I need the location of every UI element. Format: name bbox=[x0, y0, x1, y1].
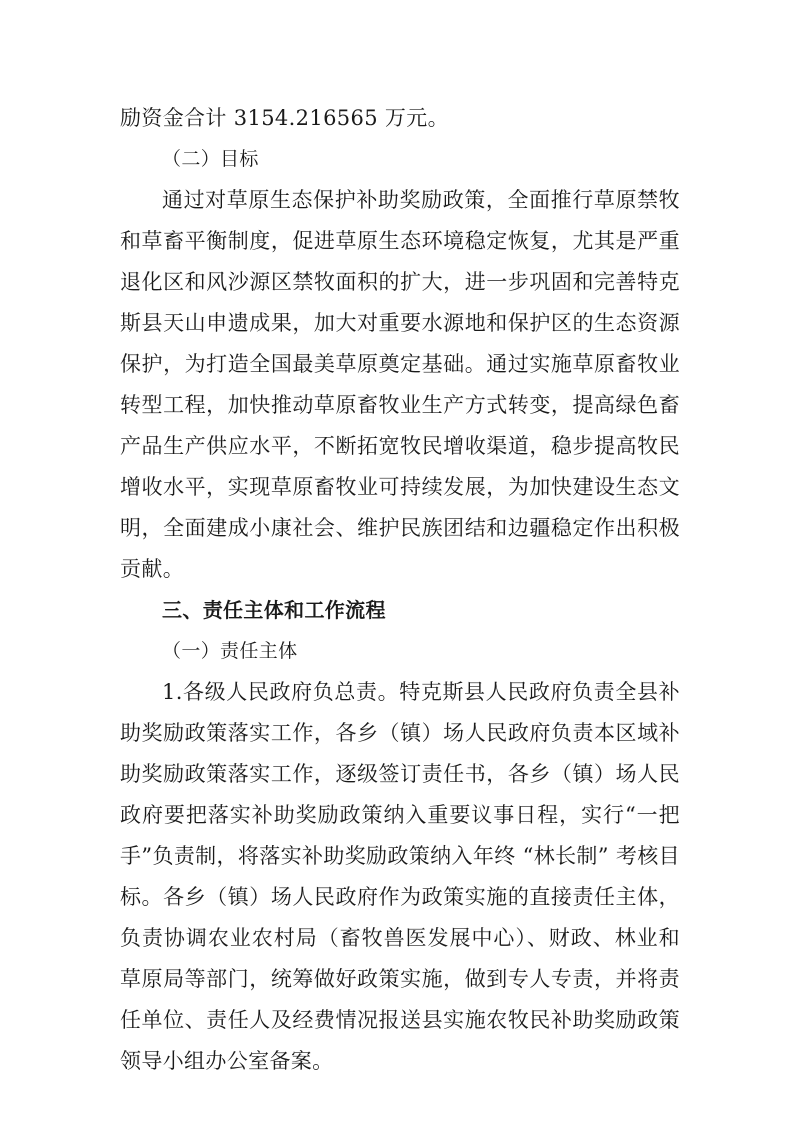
paragraph-line: 标。各乡（镇）场人民政府作为政策实施的直接责任主体， bbox=[120, 885, 680, 909]
paragraph-line: 转型工程，加快推动草原畜牧业生产方式转变，提高绿色畜 bbox=[120, 393, 680, 417]
paragraph-line: 保护，为打造全国最美草原奠定基础。通过实施草原畜牧业 bbox=[120, 352, 680, 376]
paragraph-line: 1.各级人民政府负总责。特克斯县人民政府负责全县补 bbox=[162, 680, 680, 704]
paragraph-line: 任单位、责任人及经费情况报送县实施农牧民补助奖励政策 bbox=[120, 1008, 680, 1032]
paragraph-line: 明，全面建成小康社会、维护民族团结和边疆稳定作出积极 bbox=[120, 516, 680, 540]
paragraph-line: 领导小组办公室备案。 bbox=[120, 1049, 334, 1073]
paragraph-line: 产品生产供应水平，不断拓宽牧民增收渠道，稳步提高牧民 bbox=[120, 434, 680, 458]
text-line-funds-total: 励资金合计 3154.216565 万元。 bbox=[120, 106, 449, 130]
paragraph-line: 斯县天山申遗成果，加大对重要水源地和保护区的生态资源 bbox=[120, 311, 680, 335]
paragraph-line: 助奖励政策落实工作，逐级签订责任书，各乡（镇）场人民 bbox=[120, 762, 680, 786]
paragraph-line: 草原局等部门，统筹做好政策实施，做到专人专责，并将责 bbox=[120, 967, 680, 991]
paragraph-line: 政府要把落实补助奖励政策纳入重要议事日程，实行“一把 bbox=[120, 803, 680, 827]
paragraph-line: 手”负责制，将落实补助奖励政策纳入年终 “林长制” 考核目 bbox=[120, 844, 680, 868]
subheading-responsible-parties: （一）责任主体 bbox=[162, 640, 298, 662]
paragraph-line: 退化区和风沙源区禁牧面积的扩大，进一步巩固和完善特克 bbox=[120, 270, 680, 294]
paragraph-line: 助奖励政策落实工作，各乡（镇）场人民政府负责本区域补 bbox=[120, 721, 680, 745]
paragraph-line: 贡献。 bbox=[120, 557, 185, 581]
paragraph-line: 和草畜平衡制度，促进草原生态环境稳定恢复，尤其是严重 bbox=[120, 229, 680, 253]
paragraph-line: 通过对草原生态保护补助奖励政策，全面推行草原禁牧 bbox=[162, 188, 680, 212]
paragraph-line: 增收水平，实现草原畜牧业可持续发展，为加快建设生态文 bbox=[120, 475, 680, 499]
subheading-goals: （二）目标 bbox=[162, 148, 259, 170]
section-heading-responsibility: 三、责任主体和工作流程 bbox=[162, 598, 386, 622]
paragraph-line: 负责协调农业农村局（畜牧兽医发展中心）、财政、林业和 bbox=[120, 926, 680, 950]
